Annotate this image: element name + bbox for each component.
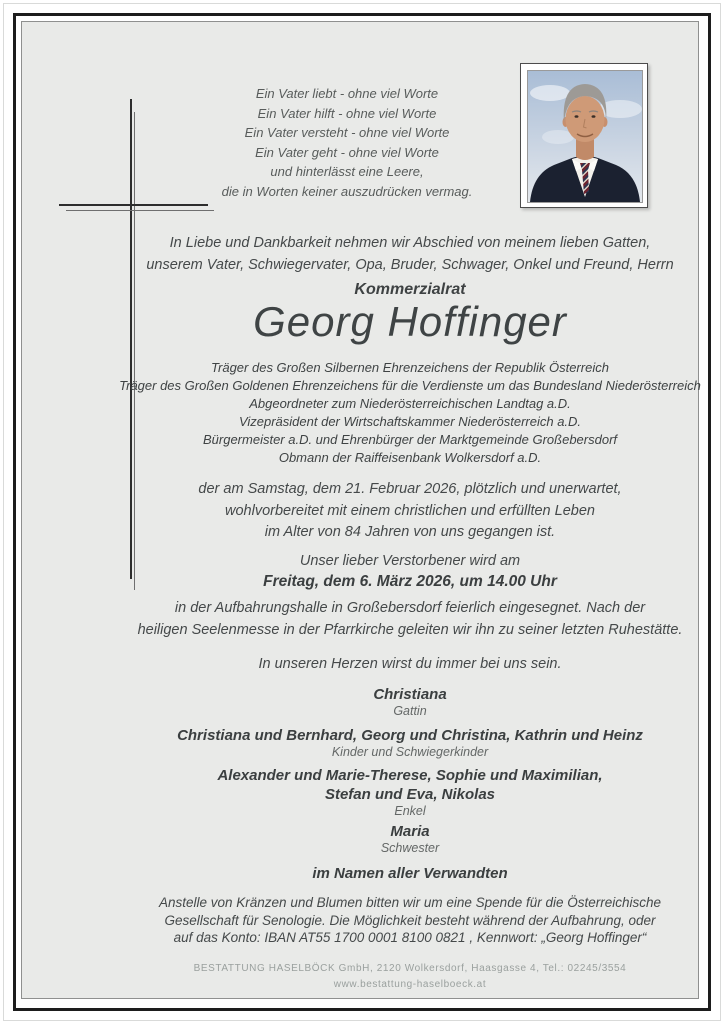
death-notice-line: wohlvorbereitet mit einem christlichen und erfüllten Leben bbox=[225, 502, 595, 519]
memorial-card bbox=[21, 21, 699, 999]
mourner-relation: Schwester bbox=[380, 841, 440, 855]
mourner-relation: Kinder und Schwiegerkinder bbox=[331, 745, 489, 759]
cross-horizontal-line bbox=[59, 204, 208, 206]
intro-line: In Liebe und Dankbarkeit nehmen wir Abschied von meinem lieben Gatten, bbox=[169, 235, 651, 251]
funeral-home-footer bbox=[118, 961, 702, 993]
mourner-relation: Enkel bbox=[394, 804, 426, 818]
deceased-pretitle: Kommerzialrat bbox=[354, 281, 466, 298]
funeral-home-website: www.bestattung-haselboeck.at bbox=[333, 979, 487, 990]
mourner-names: Christiana bbox=[373, 686, 447, 703]
mourner-names: Christiana und Bernhard, Georg und Christina, Kathrin und Heinz bbox=[177, 727, 643, 744]
death-notice-line: der am Samstag, dem 21. Februar 2026, plötzlich und unerwartet, bbox=[198, 481, 622, 497]
deceased-name: Georg Hoffinger bbox=[253, 298, 567, 345]
honor-line: Bürgermeister a.D. und Ehrenbürger der Marktgemeinde Großebersdorf bbox=[202, 432, 618, 447]
memorial-poem bbox=[102, 84, 592, 201]
death-notice-line: im Alter von 84 Jahren von uns gegangen ist. bbox=[264, 524, 556, 540]
poem-line: Ein Vater versteht - ohne viel Worte bbox=[244, 125, 450, 140]
honor-line: Obmann der Raiffeisenbank Wolkersdorf a.D. bbox=[278, 450, 542, 465]
honor-line: Träger des Großen Goldenen Ehrenzeichens für die Verdienste um das Bundesland Niederösterreich bbox=[119, 378, 701, 393]
ceremony-details-line: heiligen Seelenmesse in der Pfarrkirche geleiten wir ihn zu seiner letzten Ruhestätte. bbox=[137, 621, 683, 638]
farewell-line: In unseren Herzen wirst du immer bei uns sein. bbox=[258, 656, 562, 672]
ceremony-date: Freitag, dem 6. März 2026, um 14.00 Uhr bbox=[263, 573, 557, 590]
mourner-names-line: Alexander und Marie-Therese, Sophie und Maximilian, bbox=[217, 767, 603, 784]
mourner-names: Maria bbox=[390, 823, 430, 840]
honors-list bbox=[118, 359, 702, 467]
funeral-home-address: BESTATTUNG HASELBÖCK GmbH, 2120 Wolkersdorf, Haasgasse 4, Tel.: 02245/3554 bbox=[193, 963, 627, 974]
mourner-relation: Gattin bbox=[393, 704, 427, 718]
donation-line: Gesellschaft für Senologie. Die Möglichkeit besteht während der Aufbahrung, oder bbox=[164, 912, 656, 928]
donation-line: Anstelle von Kränzen und Blumen bitten wir um eine Spende für die Österreichische bbox=[158, 895, 662, 910]
in-name-of-relatives: im Namen aller Verwandten bbox=[312, 865, 508, 882]
cross-horizontal-shadow-line bbox=[66, 210, 214, 211]
donation-request bbox=[118, 894, 702, 947]
poem-line: Ein Vater geht - ohne viel Worte bbox=[255, 144, 439, 160]
poem-line: die in Worten keiner auszudrücken vermag. bbox=[221, 183, 473, 199]
donation-line: auf das Konto: IBAN AT55 1700 0001 8100 0821 , Kennwort: „Georg Hoffinger“ bbox=[173, 930, 647, 945]
poem-line: und hinterlässt eine Leere, bbox=[270, 164, 424, 179]
death-notice bbox=[118, 479, 702, 544]
ceremony-details bbox=[118, 598, 702, 641]
intro-line: unserem Vater, Schwiegervater, Opa, Bruder, Schwager, Onkel und Freund, Herrn bbox=[146, 257, 674, 273]
announcement-intro bbox=[118, 232, 702, 276]
poem-line: Ein Vater liebt - ohne viel Worte bbox=[255, 86, 439, 101]
honor-line: Vizepräsident der Wirtschaftskammer Niederösterreich a.D. bbox=[238, 414, 582, 429]
ceremony-intro: Unser lieber Verstorbener wird am bbox=[299, 553, 521, 569]
honor-line: Träger des Großen Silbernen Ehrenzeichens der Republik Österreich bbox=[211, 360, 609, 375]
mourner-names bbox=[118, 766, 702, 804]
mourner-names-line: Stefan und Eva, Nikolas bbox=[324, 786, 496, 803]
honor-line: Abgeordneter zum Niederösterreichischen Landtag a.D. bbox=[249, 396, 571, 411]
ceremony-details-line: in der Aufbahrungshalle in Großebersdorf feierlich eingesegnet. Nach der bbox=[174, 600, 646, 616]
poem-line: Ein Vater hilft - ohne viel Worte bbox=[257, 105, 437, 121]
